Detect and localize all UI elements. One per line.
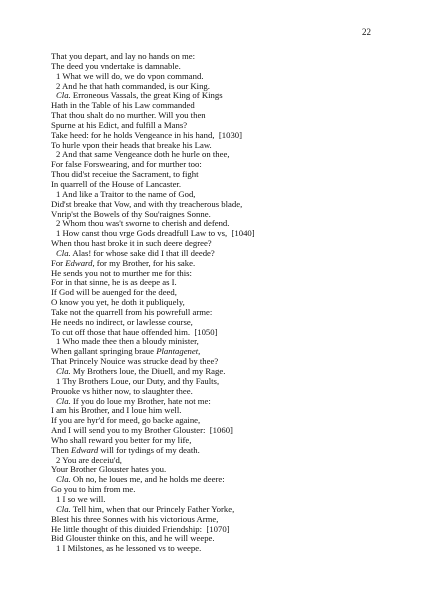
text-line xyxy=(51,170,381,180)
line-text: He needs no indirect, or lawlesse course, xyxy=(51,317,193,327)
line-text: 1 Thy Brothers Loue, our Duty, and thy Faults, xyxy=(56,376,220,386)
line-text: 2 Whom thou was't sworne to cherish and defend. xyxy=(56,219,230,229)
line-text: Did'st breake that Vow, and with thy treacherous blade, xyxy=(51,199,243,209)
text-line xyxy=(51,328,381,338)
text-line xyxy=(51,534,381,544)
text-line xyxy=(51,465,381,475)
line-text: Prouoke vs hither now, to slaughter thee. xyxy=(51,386,193,396)
text-line xyxy=(51,456,381,466)
line-text: 2 You are deceiu'd, xyxy=(56,455,122,465)
text-line xyxy=(51,269,381,279)
line-text: Spurne at his Edict, and fulfill a Mans? xyxy=(51,120,188,130)
line-text: 2 And that same Vengeance doth he hurle on thee, xyxy=(56,150,230,160)
text-line xyxy=(51,337,381,347)
speaker-name: Cla. xyxy=(56,367,71,376)
line-text: Hath in the Table of his Law commanded xyxy=(51,101,195,111)
text-line xyxy=(51,278,381,288)
text-line xyxy=(51,485,381,495)
line-text: To cut off those that haue offended him. [1050] xyxy=(51,327,218,337)
text-line xyxy=(51,52,381,62)
text-line xyxy=(51,475,381,485)
text-line xyxy=(51,62,381,72)
line-text: 1 And like a Traitor to the name of God, xyxy=(56,189,196,199)
text-line xyxy=(51,219,381,229)
text-line xyxy=(51,190,381,200)
text-line xyxy=(51,200,381,210)
text-line xyxy=(51,101,381,111)
line-text: That Princely Nouice was strucke dead by thee? xyxy=(51,357,219,367)
text-line xyxy=(51,347,381,357)
line-text: 1 Who made thee then a bloudy minister, xyxy=(56,337,199,347)
text-line xyxy=(51,544,381,554)
italic-name: Edward xyxy=(65,258,93,268)
speaker-name: Cla. xyxy=(56,396,71,406)
text-line xyxy=(51,160,381,170)
line-text: For xyxy=(51,258,66,268)
text-line xyxy=(51,446,381,456)
line-text: For false Forswearing, and for murther too: xyxy=(51,160,202,170)
line-text: He sends you not to murther me for this: xyxy=(51,268,192,278)
text-line xyxy=(51,416,381,426)
line-text: 1 How canst thou vrge Gods dreadfull Law to vs, [1040] xyxy=(56,229,255,239)
line-text: I am his Brother, and I loue him well. xyxy=(51,406,182,416)
text-line xyxy=(51,495,381,505)
text-line xyxy=(51,229,381,239)
line-text: Blest his three Sonnes with his victorious Arme, xyxy=(51,514,219,524)
text-line xyxy=(51,91,381,101)
text-line xyxy=(51,210,381,220)
text-line xyxy=(51,298,381,308)
line-text-after: , for my Brother, for his sake. xyxy=(92,258,196,268)
line-text: 1 I Milstones, as he lessoned vs to weepe. xyxy=(56,544,202,554)
line-text: And I will send you to my Brother Glouster: [1060] xyxy=(51,426,233,436)
line-text: Vnrip'st the Bowels of thy Sou'raignes Sonne. xyxy=(51,209,211,219)
text-line xyxy=(51,131,381,141)
text-line xyxy=(51,318,381,328)
text-line xyxy=(51,377,381,387)
text-line xyxy=(51,82,381,92)
line-text: Erroneous Vassals, the great King of Kings xyxy=(70,91,223,101)
text-line xyxy=(51,397,381,407)
line-text: O know you yet, he doth it publiquely, xyxy=(51,298,185,308)
line-text: 2 And he that hath commanded, is our King. xyxy=(56,81,210,91)
line-text: Take heed: for he holds Vengeance in his hand, [1030] xyxy=(51,130,243,140)
text-line xyxy=(51,239,381,249)
line-text: If you are hyr'd for meed, go backe againe, xyxy=(51,416,201,426)
line-text: 1 I so we will. xyxy=(56,494,106,504)
line-text: Alas! for whose sake did I that ill deede? xyxy=(70,248,215,258)
line-text: To hurle vpon their heads that breake his Law. xyxy=(51,140,212,150)
line-text: That thou shalt do no murther. Will you then xyxy=(51,111,206,121)
line-text: If God will be auenged for the deed, xyxy=(51,288,177,298)
line-text: Bid Glouster thinke on this, and he will weepe. xyxy=(51,534,215,544)
line-text: That you depart, and lay no hands on me: xyxy=(51,52,196,61)
text-line xyxy=(51,288,381,298)
line-text: Your Brother Glouster hates you. xyxy=(51,465,167,475)
text-line xyxy=(51,121,381,131)
page-number: 22 xyxy=(362,27,371,37)
speaker-name: Cla. xyxy=(56,248,71,258)
text-line xyxy=(51,387,381,397)
text-line xyxy=(51,180,381,190)
text-line xyxy=(51,357,381,367)
text-line xyxy=(51,367,381,377)
text-line xyxy=(51,72,381,82)
line-text: In quarrell of the House of Lancaster. xyxy=(51,179,182,189)
text-line xyxy=(51,426,381,436)
line-text-after: will for tydings of my death. xyxy=(98,445,200,455)
text-line xyxy=(51,505,381,515)
text-line xyxy=(51,259,381,269)
text-line xyxy=(51,525,381,535)
line-text: Who shall reward you better for my life, xyxy=(51,435,192,445)
text-line xyxy=(51,111,381,121)
line-text: Oh no, he loues me, and he holds me deere: xyxy=(70,475,225,485)
text-line xyxy=(51,249,381,259)
line-text: 1 What we will do, we do vpon command. xyxy=(56,71,204,81)
speaker-name: Cla. xyxy=(56,475,71,485)
play-text xyxy=(51,52,381,554)
text-line xyxy=(51,515,381,525)
line-text: Thou did'st receiue the Sacrament, to fight xyxy=(51,170,199,180)
line-text: If you do loue my Brother, hate not me: xyxy=(70,396,211,406)
line-text: Tell him, when that our Princely Father Yorke, xyxy=(70,504,235,514)
text-line xyxy=(51,150,381,160)
text-line xyxy=(51,308,381,318)
line-text: Then xyxy=(51,445,72,455)
text-line xyxy=(51,406,381,416)
text-line xyxy=(51,436,381,446)
line-text: Go you to him from me. xyxy=(51,485,136,495)
line-text: Take not the quarrell from his powrefull arme: xyxy=(51,307,213,317)
italic-name: Edward xyxy=(71,445,99,455)
line-text: When thou hast broke it in such deere degree? xyxy=(51,239,212,249)
line-text: For in that sinne, he is as deepe as I. xyxy=(51,278,177,288)
speaker-name: Cla. xyxy=(56,504,71,514)
line-text: He little thought of this diuided Friendship: [1070] xyxy=(51,524,230,534)
speaker-name: Cla. xyxy=(56,91,71,101)
italic-name: Plantagenet xyxy=(156,347,199,357)
line-text: When gallant springing braue xyxy=(51,347,157,357)
line-text: My Brothers loue, the Diuell, and my Rage. xyxy=(70,367,226,376)
line-text-after: , xyxy=(198,347,201,357)
text-line xyxy=(51,141,381,151)
line-text: The deed you vndertake is damnable. xyxy=(51,61,181,71)
